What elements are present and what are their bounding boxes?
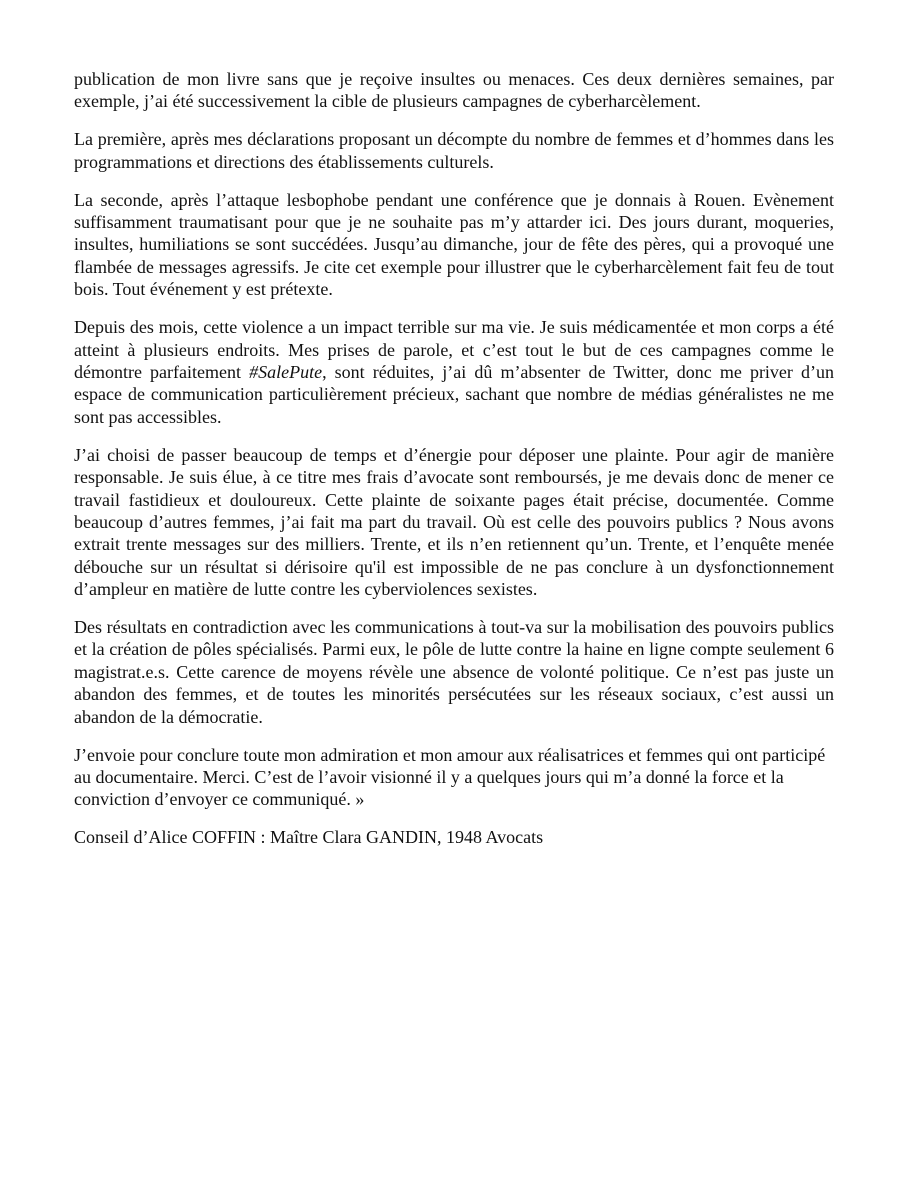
paragraph-1: publication de mon livre sans que je reçoive insultes ou menaces. Ces deux dernières semaines, par exemple, j’ai été successivement la cible de plusieurs campagnes de cyberharcèlement. [74, 69, 834, 112]
paragraph-2: La première, après mes déclarations proposant un décompte du nombre de femmes et d’hommes dans les programmations et directions des établissements culturels. [74, 129, 834, 172]
hashtag-salepute: #SalePute [249, 361, 323, 382]
paragraph-7: J’envoie pour conclure toute mon admiration et mon amour aux réalisatrices et femmes qui ont participé au documentaire. Merci. C’est de l’avoir visionné il y a quelques jours qui m’a donné la force et la conviction d’envoyer ce communiqué. » [74, 744, 826, 810]
paragraph-4-text-before: Depuis des mois, cette violence a un impact terrible sur ma vie. Je suis médicamentée et mon corps a été atteint à plusieurs endroits. Mes prises de parole, et c’est tout le but de ces campagnes comme le démontre parfaitement [74, 317, 834, 382]
paragraph-4-text-after: , sont réduites, j’ai dû m’absenter de Twitter, donc me priver d’un espace de communication particulièrement précieux, sachant que nombre de médias généralistes ne me sont pas accessibles. [74, 361, 834, 427]
paragraph-5: J’ai choisi de passer beaucoup de temps et d’énergie pour déposer une plainte. Pour agir de manière responsable. Je suis élue, à ce titre mes frais d’avocate sont remboursés, je me devais donc de mener ce travail fastidieux et douloureux. Cette plainte de soixante pages était précise, documentée. Comme beaucoup d’autres femmes, j’ai fait ma part du travail. Où est celle des pouvoirs publics ? Nous avons extrait trente messages sur des milliers. Trente, et ils n’en retiennent qu’un. Trente, et l’enquête menée débouche sur un résultat si dérisoire qu'il est impossible de ne pas conclure à un dysfonctionnement d’ampleur en matière de lutte contre les cyberviolences sexistes. [74, 444, 834, 600]
paragraph-4 [74, 316, 834, 428]
document-page [74, 68, 834, 864]
signature-line: Conseil d’Alice COFFIN : Maître Clara GANDIN, 1948 Avocats [74, 827, 544, 848]
paragraph-6: Des résultats en contradiction avec les communications à tout-va sur la mobilisation des pouvoirs publics et la création de pôles spécialisés. Parmi eux, le pôle de lutte contre la haine en ligne compte seulement 6 magistrat.e.s. Cette carence de moyens révèle une absence de volonté politique. Ce n’est pas juste un abandon des femmes, et de toutes les minorités persécutées sur les réseaux sociaux, c’est aussi un abandon de la démocratie. [74, 617, 834, 727]
paragraph-3: La seconde, après l’attaque lesbophobe pendant une conférence que je donnais à Rouen. Evènement suffisamment traumatisant pour que je ne souhaite pas m’y attarder ici. Des jours durant, moqueries, insultes, humiliations se sont succédées. Jusqu’au dimanche, jour de fête des pères, qui a provoqué une flambée de messages agressifs. Je cite cet exemple pour illustrer que le cyberharcèlement fait feu de tout bois. Tout événement y est prétexte. [74, 189, 834, 300]
